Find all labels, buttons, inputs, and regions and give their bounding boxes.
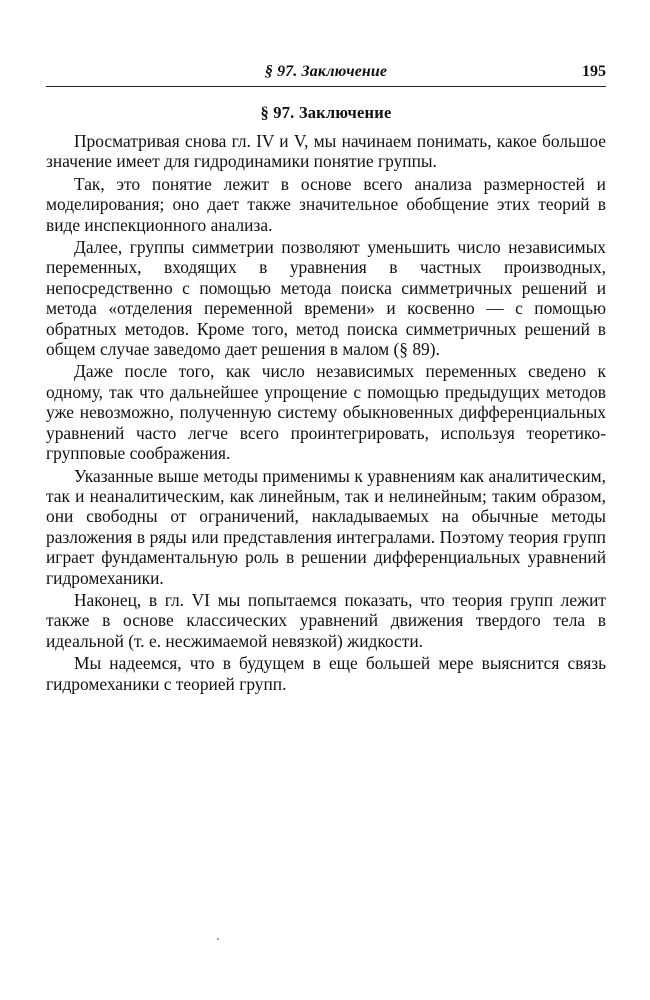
running-title: § 97. Заключение xyxy=(264,63,388,80)
paragraph-3: Далее, группы симметрии позволяют уменьшить число независимых переменных, входящих в уравнения в частных производных, непосредственно с помощью метода поиска симметричных решений и метода «отделения переменной времени» и косвенно — с помощью обратных методов. Кроме того, метод поиска симметричных решений в общем случае заведомо дает решения в малом (§ 89). xyxy=(46,237,606,360)
paragraph-6: Наконец, в гл. VI мы попытаемся показать, что теория групп лежит также в основе классических уравнений движения твердого тела в идеальной (т. е. несжимаемой невязкой) жидкости. xyxy=(46,589,606,651)
body-text xyxy=(46,131,606,696)
scan-dot-mark xyxy=(217,938,219,940)
paragraph-7: Мы надеемся, что в будущем в еще большей мере выяснится связь гидромеханики с теорией групп. xyxy=(46,653,606,694)
page-number: 195 xyxy=(582,63,606,80)
paragraph-5: Указанные выше методы применимы к уравнениям как аналитическим, так и неаналитическим, как линейным, так и нелинейным; таким образом, они свободны от ограничений, накладываемых на обычные методы разложения в ряды или представления интегралами. Поэтому теория групп играет фундаментальную роль в решении дифференциальных уравнений гидромеханики. xyxy=(46,465,606,588)
paragraph-1: Просматривая снова гл. IV и V, мы начинаем понимать, какое большое значение имеет для гидродинамики понятие группы. xyxy=(46,131,606,172)
running-header xyxy=(46,62,606,87)
paragraph-4: Даже после того, как число независимых переменных сведено к одному, так что дальнейшее упрощение с помощью предыдущих методов уже невозможно, полученную систему обыкновенных дифференциальных уравнений часто легче всего проинтегрировать, используя теоретико-групповые соображения. xyxy=(46,361,606,464)
paragraph-2: Так, это понятие лежит в основе всего анализа размерностей и моделирования; оно дает также значительное обобщение этих теорий в виде инспекционного анализа. xyxy=(46,173,606,235)
section-title: § 97. Заключение xyxy=(260,103,392,122)
